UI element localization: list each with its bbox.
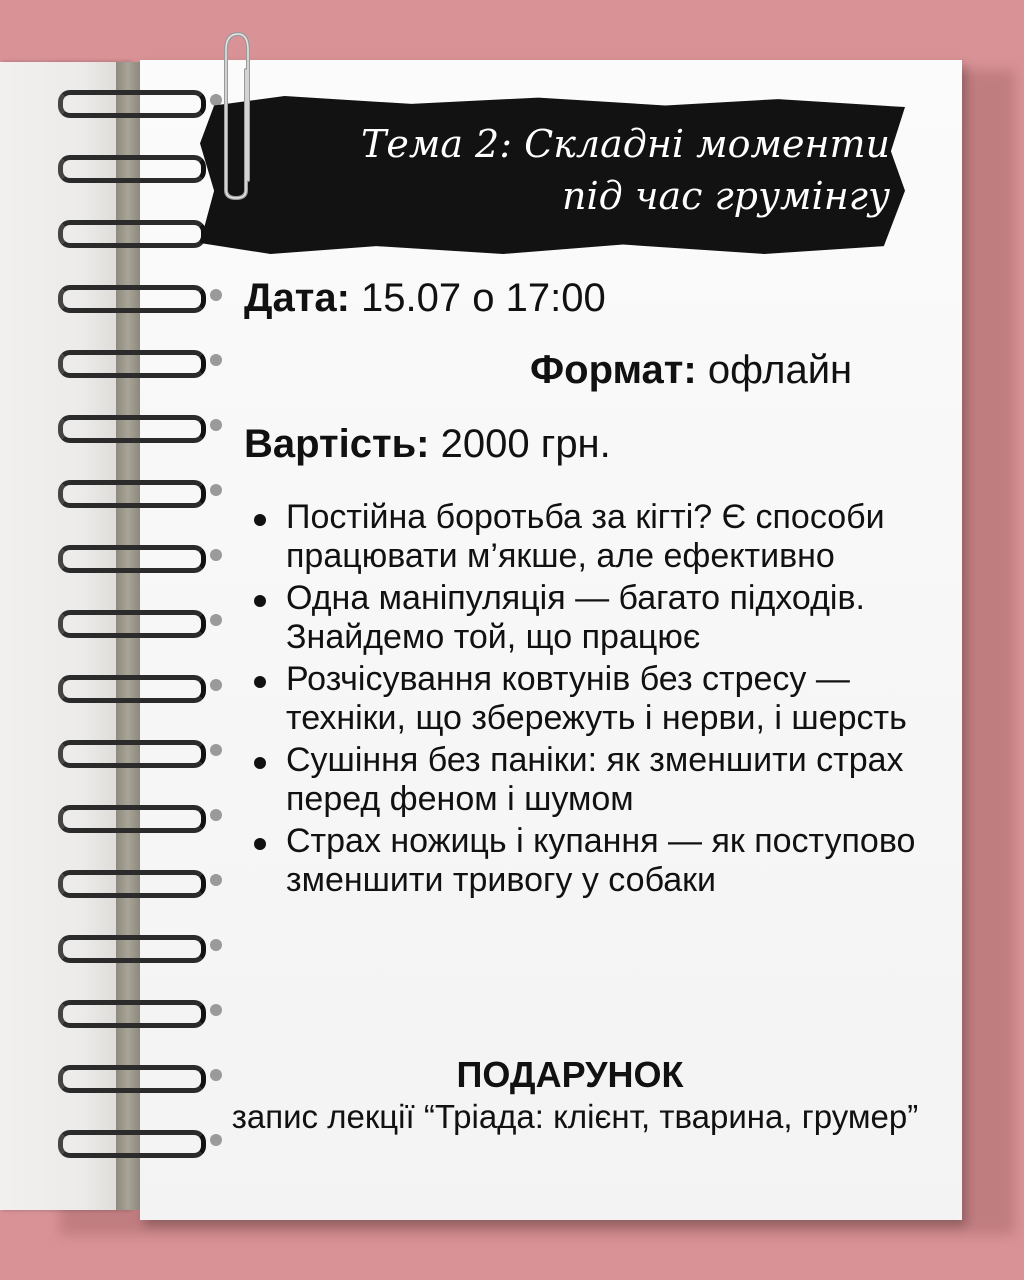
price-row xyxy=(244,422,611,467)
topics-list xyxy=(250,498,930,903)
title-text xyxy=(240,118,890,222)
price-value: 2000 грн. xyxy=(440,422,611,466)
spiral-ring xyxy=(52,868,202,894)
spiral-ring xyxy=(52,218,202,244)
spiral-ring xyxy=(52,413,202,439)
spiral-ring xyxy=(52,608,202,634)
list-item: Постійна боротьба за кігті? Є способи працювати м’якше, але ефективно xyxy=(250,498,930,576)
spiral-ring xyxy=(52,1128,202,1154)
spiral-ring xyxy=(52,673,202,699)
format-value: офлайн xyxy=(707,348,853,392)
spiral-binding xyxy=(52,88,212,1188)
spiral-ring xyxy=(52,933,202,959)
list-item: Страх ножиць і купання — як поступово зменшити тривогу у собаки xyxy=(250,822,930,900)
date-value: 15.07 о 17:00 xyxy=(361,276,606,320)
format-label: Формат: xyxy=(530,348,697,392)
spiral-ring xyxy=(52,478,202,504)
date-label: Дата: xyxy=(244,276,350,320)
spiral-ring xyxy=(52,153,202,179)
spiral-ring xyxy=(52,1063,202,1089)
gift-title: ПОДАРУНОК xyxy=(456,1054,684,1095)
format-row xyxy=(530,348,852,393)
gift-text: запис лекції “Тріада: клієнт, тварина, грумер” xyxy=(231,1098,919,1135)
spiral-ring xyxy=(52,803,202,829)
list-item: Сушіння без паніки: як зменшити страх перед феном і шумом xyxy=(250,741,930,819)
title-line-1: Тема 2: Складні моменти xyxy=(360,122,890,166)
list-item: Одна маніпуляція — багато підходів. Знайдемо той, що працює xyxy=(250,579,930,657)
spiral-ring xyxy=(52,998,202,1024)
spiral-ring xyxy=(52,543,202,569)
spiral-ring xyxy=(52,88,202,114)
list-item: Розчісування ковтунів без стресу — техніки, що збережуть і нерви, і шерсть xyxy=(250,660,930,738)
price-label: Вартість: xyxy=(244,422,430,466)
spiral-ring xyxy=(52,738,202,764)
date-row xyxy=(244,276,606,321)
title-line-2: під час грумінгу xyxy=(562,174,890,218)
paperclip-icon xyxy=(218,30,262,200)
spiral-ring xyxy=(52,348,202,374)
spiral-ring xyxy=(52,283,202,309)
